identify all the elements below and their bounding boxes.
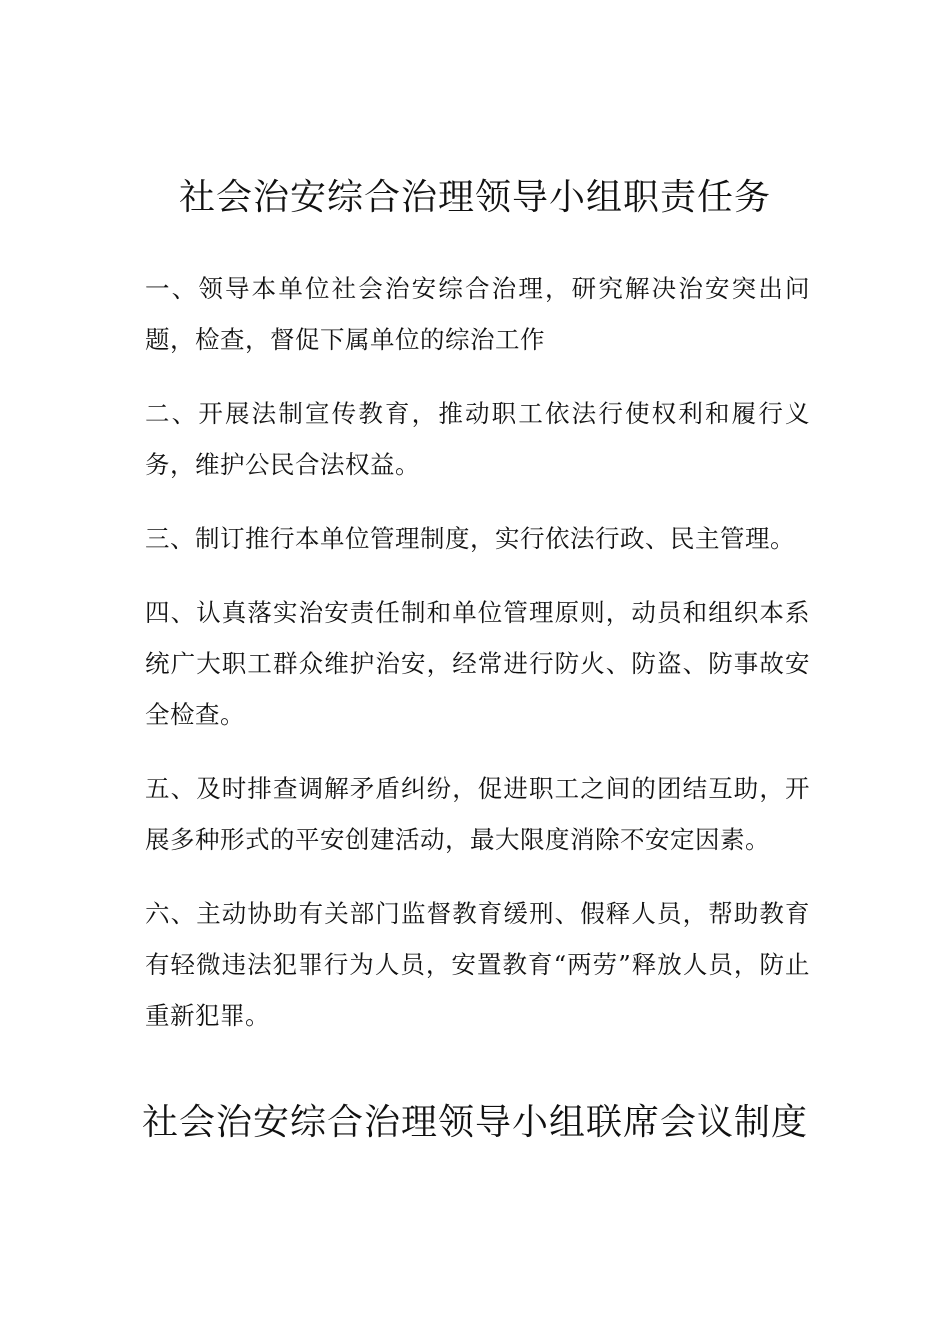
document-title: 社会治安综合治理领导小组职责任务 bbox=[178, 177, 771, 218]
second-section-title: 社会治安综合治理领导小组联席会议制度 bbox=[141, 1102, 808, 1143]
duty-paragraph-5: 五、及时排查调解矛盾纠纷，促进职工之间的团结互助，开展多种形式的平安创建活动，最大限度消除不安定因素。 bbox=[145, 774, 810, 854]
duty-paragraph-1: 一、领导本单位社会治安综合治理，研究解决治安突出问题，检查，督促下属单位的综治工作 bbox=[145, 274, 810, 354]
duty-paragraph-4: 四、认真落实治安责任制和单位管理原则，动员和组织本系统广大职工群众维护治安，经常进行防火、防盗、防事故安全检查。 bbox=[145, 598, 810, 729]
duty-paragraph-3: 三、制订推行本单位管理制度，实行依法行政、民主管理。 bbox=[145, 524, 795, 553]
duty-paragraph-6: 六、主动协助有关部门监督教育缓刑、假释人员，帮助教育有轻微违法犯罪行为人员，安置教育“两劳”释放人员，防止重新犯罪。 bbox=[145, 899, 810, 1030]
duty-paragraph-2: 二、开展法制宣传教育，推动职工依法行使权利和履行义务，维护公民合法权益。 bbox=[145, 399, 810, 479]
duties-list bbox=[145, 263, 810, 1064]
